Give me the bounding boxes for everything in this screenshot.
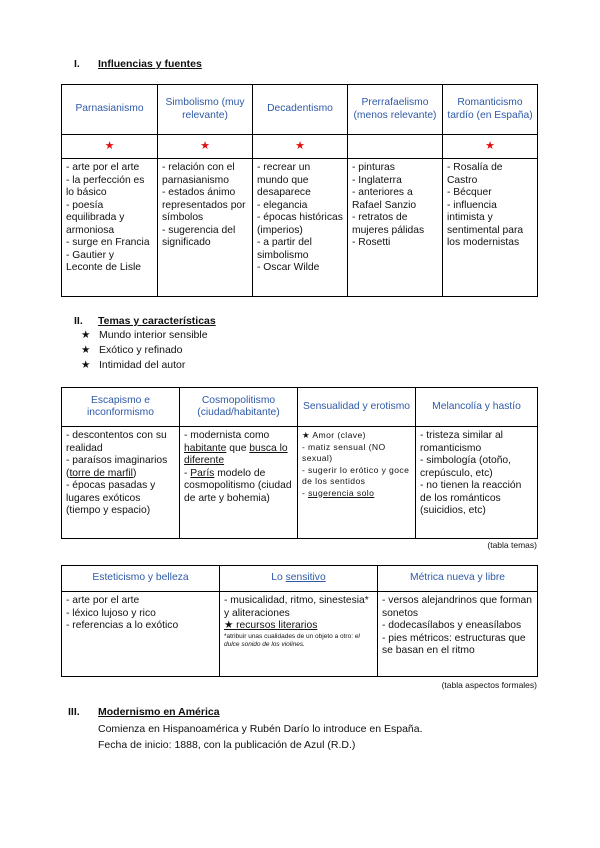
list-item: - pinturas	[352, 162, 395, 173]
parnasianismo-cell	[62, 159, 158, 297]
list-item: - no tienen la reacción de los románticos (suicidios, etc)	[420, 480, 522, 516]
list-item: - retratos de mujeres pálidas	[352, 212, 425, 236]
list-item: - arte por el arte	[66, 162, 140, 173]
themes-table-caption: (tabla temas)	[487, 540, 537, 550]
list-item: - recrear un mundo que desaparece	[257, 162, 311, 198]
star-icon: ★	[485, 140, 495, 153]
metrica-cell	[378, 592, 538, 677]
list-item: - simbología (otoño, crepúsculo, etc)	[420, 455, 512, 479]
list-item: - estados ánimo representados por símbolos	[162, 187, 246, 223]
list-item: - épocas históricas (imperios)	[257, 212, 343, 236]
formal-table-caption: (tabla aspectos formales)	[441, 680, 537, 690]
melancolia-cell	[416, 427, 538, 539]
paragraph-line: Comienza en Hispanoamérica y Rubén Darío lo introduce en España.	[98, 723, 423, 735]
header-simbolismo: Simbolismo (muy relevante)	[158, 85, 253, 135]
list-item: - descontentos con su realidad	[66, 430, 167, 454]
list-item: - sugerencia del significado	[162, 224, 236, 248]
section-2-number: II.	[74, 315, 83, 327]
themes-bullet-list	[81, 328, 208, 373]
list-item: - versos alejandrinos que forman sonetos	[382, 595, 532, 619]
list-item: - referencias a lo exótico	[66, 620, 179, 631]
header-decadentismo: Decadentismo	[253, 85, 348, 135]
header-romanticismo: Romanticismo tardío (en España)	[443, 85, 538, 135]
list-item: - Inglaterra	[352, 174, 402, 186]
list-item: - musicalidad, ritmo, sinestesia* y aliteraciones	[224, 595, 369, 619]
list-item: - matiz sensual (NO sexual)	[302, 441, 386, 463]
section-1-number: I.	[74, 58, 80, 70]
list-item: - pies métricos: estructuras que se basan en el ritmo	[382, 632, 526, 656]
header-prerrafaelismo: Prerrafaelismo (menos relevante)	[348, 85, 443, 135]
section-3-text	[98, 721, 423, 753]
header-parnasianismo: Parnasianismo	[62, 85, 158, 135]
header-melancolia: Melancolía y hastío	[416, 388, 538, 427]
list-item: - surge en Francia	[66, 237, 150, 248]
list-item: - tristeza similar al romanticismo	[420, 430, 503, 454]
escapismo-cell	[62, 427, 180, 539]
list-item: - Oscar Wilde	[257, 262, 320, 273]
prerrafaelismo-cell	[348, 159, 443, 297]
star-icon: ★	[200, 140, 210, 153]
formal-aspects-table	[61, 565, 538, 677]
list-item: ★ Intimidad del autor	[81, 359, 186, 371]
list-item: ★ recursos literarios	[224, 620, 318, 631]
list-item: - Rosalía de Castro	[447, 162, 503, 186]
list-item: - relación con el parnasianismo	[162, 162, 235, 186]
star-bullet-icon: ★	[81, 359, 91, 371]
decadentismo-cell	[253, 159, 348, 297]
list-item: - Rosetti	[352, 237, 391, 248]
list-item: ★ Amor (clave)	[302, 430, 366, 440]
list-item: - arte por el arte	[66, 595, 140, 606]
section-2-title: Temas y características	[98, 315, 216, 327]
romanticismo-cell	[443, 159, 538, 297]
list-item: ★ Mundo interior sensible	[81, 329, 208, 341]
header-sensualidad: Sensualidad y erotismo	[298, 388, 416, 427]
themes-table	[61, 387, 538, 539]
section-3-number: III.	[68, 706, 80, 718]
star-bullet-icon: ★	[81, 344, 91, 356]
list-item: - épocas pasadas y lugares exóticos (tiempo y espacio)	[66, 480, 156, 516]
list-item: - Gautier y Leconte de Lisle	[66, 249, 141, 273]
list-item: ★ Exótico y refinado	[81, 344, 183, 356]
sensitivo-cell	[220, 592, 378, 677]
header-cosmopolitismo: Cosmopolitismo (ciudad/habitante)	[180, 388, 298, 427]
header-metrica: Métrica nueva y libre	[378, 566, 538, 592]
star-icon: ★	[104, 140, 115, 153]
header-sensitivo: Lo sensitivo	[220, 566, 378, 592]
footnote: *atribuir unas cualidades de un objeto a otro: el dulce sonido de los violines.	[224, 632, 360, 648]
list-item: - paraísos imaginarios (torre de marfil)	[66, 455, 168, 479]
list-item: - elegancia	[257, 199, 308, 211]
star-bullet-icon: ★	[81, 329, 91, 341]
header-esteticismo: Esteticismo y belleza	[62, 566, 220, 592]
simbolismo-cell	[158, 159, 253, 297]
star-icon: ★	[295, 140, 305, 153]
list-item: - sugerir lo erótico y goce de los sentidos	[302, 464, 410, 486]
list-item: - Bécquer	[447, 187, 492, 198]
list-item: - sugerencia solo	[302, 487, 375, 498]
list-item: - la perfección es lo básico	[66, 174, 145, 198]
sensualidad-cell	[298, 427, 416, 539]
header-escapismo: Escapismo e inconformismo	[62, 388, 180, 427]
list-item: - a partir del simbolismo	[257, 237, 312, 261]
influences-table	[61, 84, 538, 297]
list-item: - léxico lujoso y rico	[66, 607, 156, 619]
list-item: - anteriores a Rafael Sanzio	[352, 187, 417, 211]
cosmopolitismo-cell	[180, 427, 298, 539]
list-item: - París modelo de cosmopolitismo (ciudad de arte y bohemia)	[184, 467, 292, 504]
list-item: - poesía equilibrada y armoniosa	[66, 199, 125, 236]
list-item: - influencia intimista y sentimental para los modernistas	[447, 199, 524, 248]
section-1-title: Influencias y fuentes	[98, 58, 202, 70]
section-3-title: Modernismo en América	[98, 706, 220, 718]
list-item: - modernista como habitante que busca lo diferente	[184, 430, 288, 466]
list-item: - dodecasílabos y eneasílabos	[382, 620, 522, 631]
paragraph-line: Fecha de inicio: 1888, con la publicación de Azul (R.D.)	[98, 739, 356, 751]
esteticismo-cell	[62, 592, 220, 677]
